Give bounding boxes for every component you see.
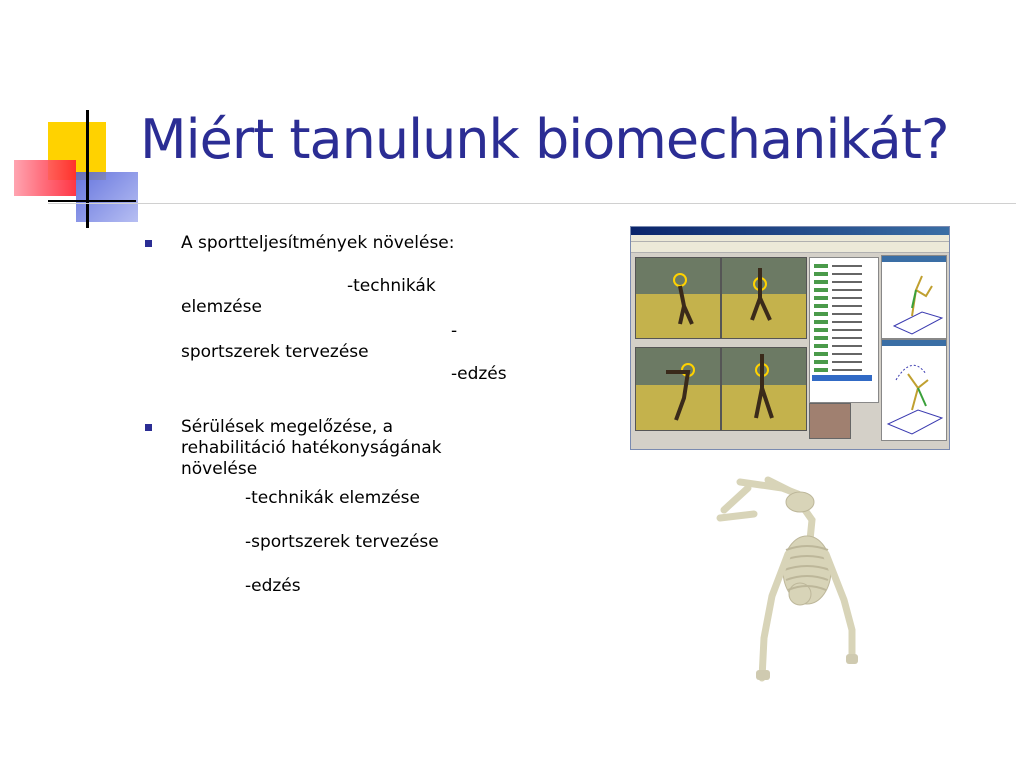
video-frame: [635, 257, 721, 339]
marker-list: [809, 257, 879, 403]
decor-red-square: [14, 160, 76, 196]
bullet-2-subline: -sportszerek tervezése: [245, 532, 439, 552]
software-menu-bar: [631, 235, 949, 242]
video-frame: [721, 257, 807, 339]
zoom-thumbnail: [809, 403, 851, 439]
bullet-marker: [145, 240, 152, 247]
stick-diagram-panel: [881, 339, 947, 441]
bullet-marker: [145, 424, 152, 431]
bullet-1-subline: sportszerek tervezése: [181, 342, 369, 362]
bullet-2-text: növelése: [181, 459, 258, 479]
title-underline: [48, 203, 1016, 204]
video-frame: [635, 347, 721, 431]
bullet-2-text: Sérülések megelőzése, a: [181, 417, 394, 437]
software-toolbar: [631, 242, 949, 253]
bullet-1-text: A sportteljesítmények növelése:: [181, 233, 455, 253]
bullet-1-subline: -technikák: [347, 276, 436, 296]
software-title-bar: [631, 227, 949, 235]
slide-title: Miért tanulunk biomechanikát?: [140, 108, 949, 171]
stick-diagram-panel: [881, 255, 947, 339]
bullet-2-subline: -edzés: [245, 576, 301, 596]
bullet-2-subline: -technikák elemzése: [245, 488, 420, 508]
bullet-1-subline: elemzése: [181, 297, 262, 317]
video-frame: [721, 347, 807, 431]
decor-horizontal-line: [48, 200, 136, 202]
motion-analysis-software-image: [630, 226, 950, 450]
bullet-1-subline: -edzés: [451, 364, 507, 384]
bullet-1-subline: -: [451, 321, 458, 341]
decor-vertical-line: [86, 110, 89, 228]
skeleton-handstand-icon: [712, 470, 872, 685]
bullet-2-text: rehabilitáció hatékonyságának: [181, 438, 442, 458]
